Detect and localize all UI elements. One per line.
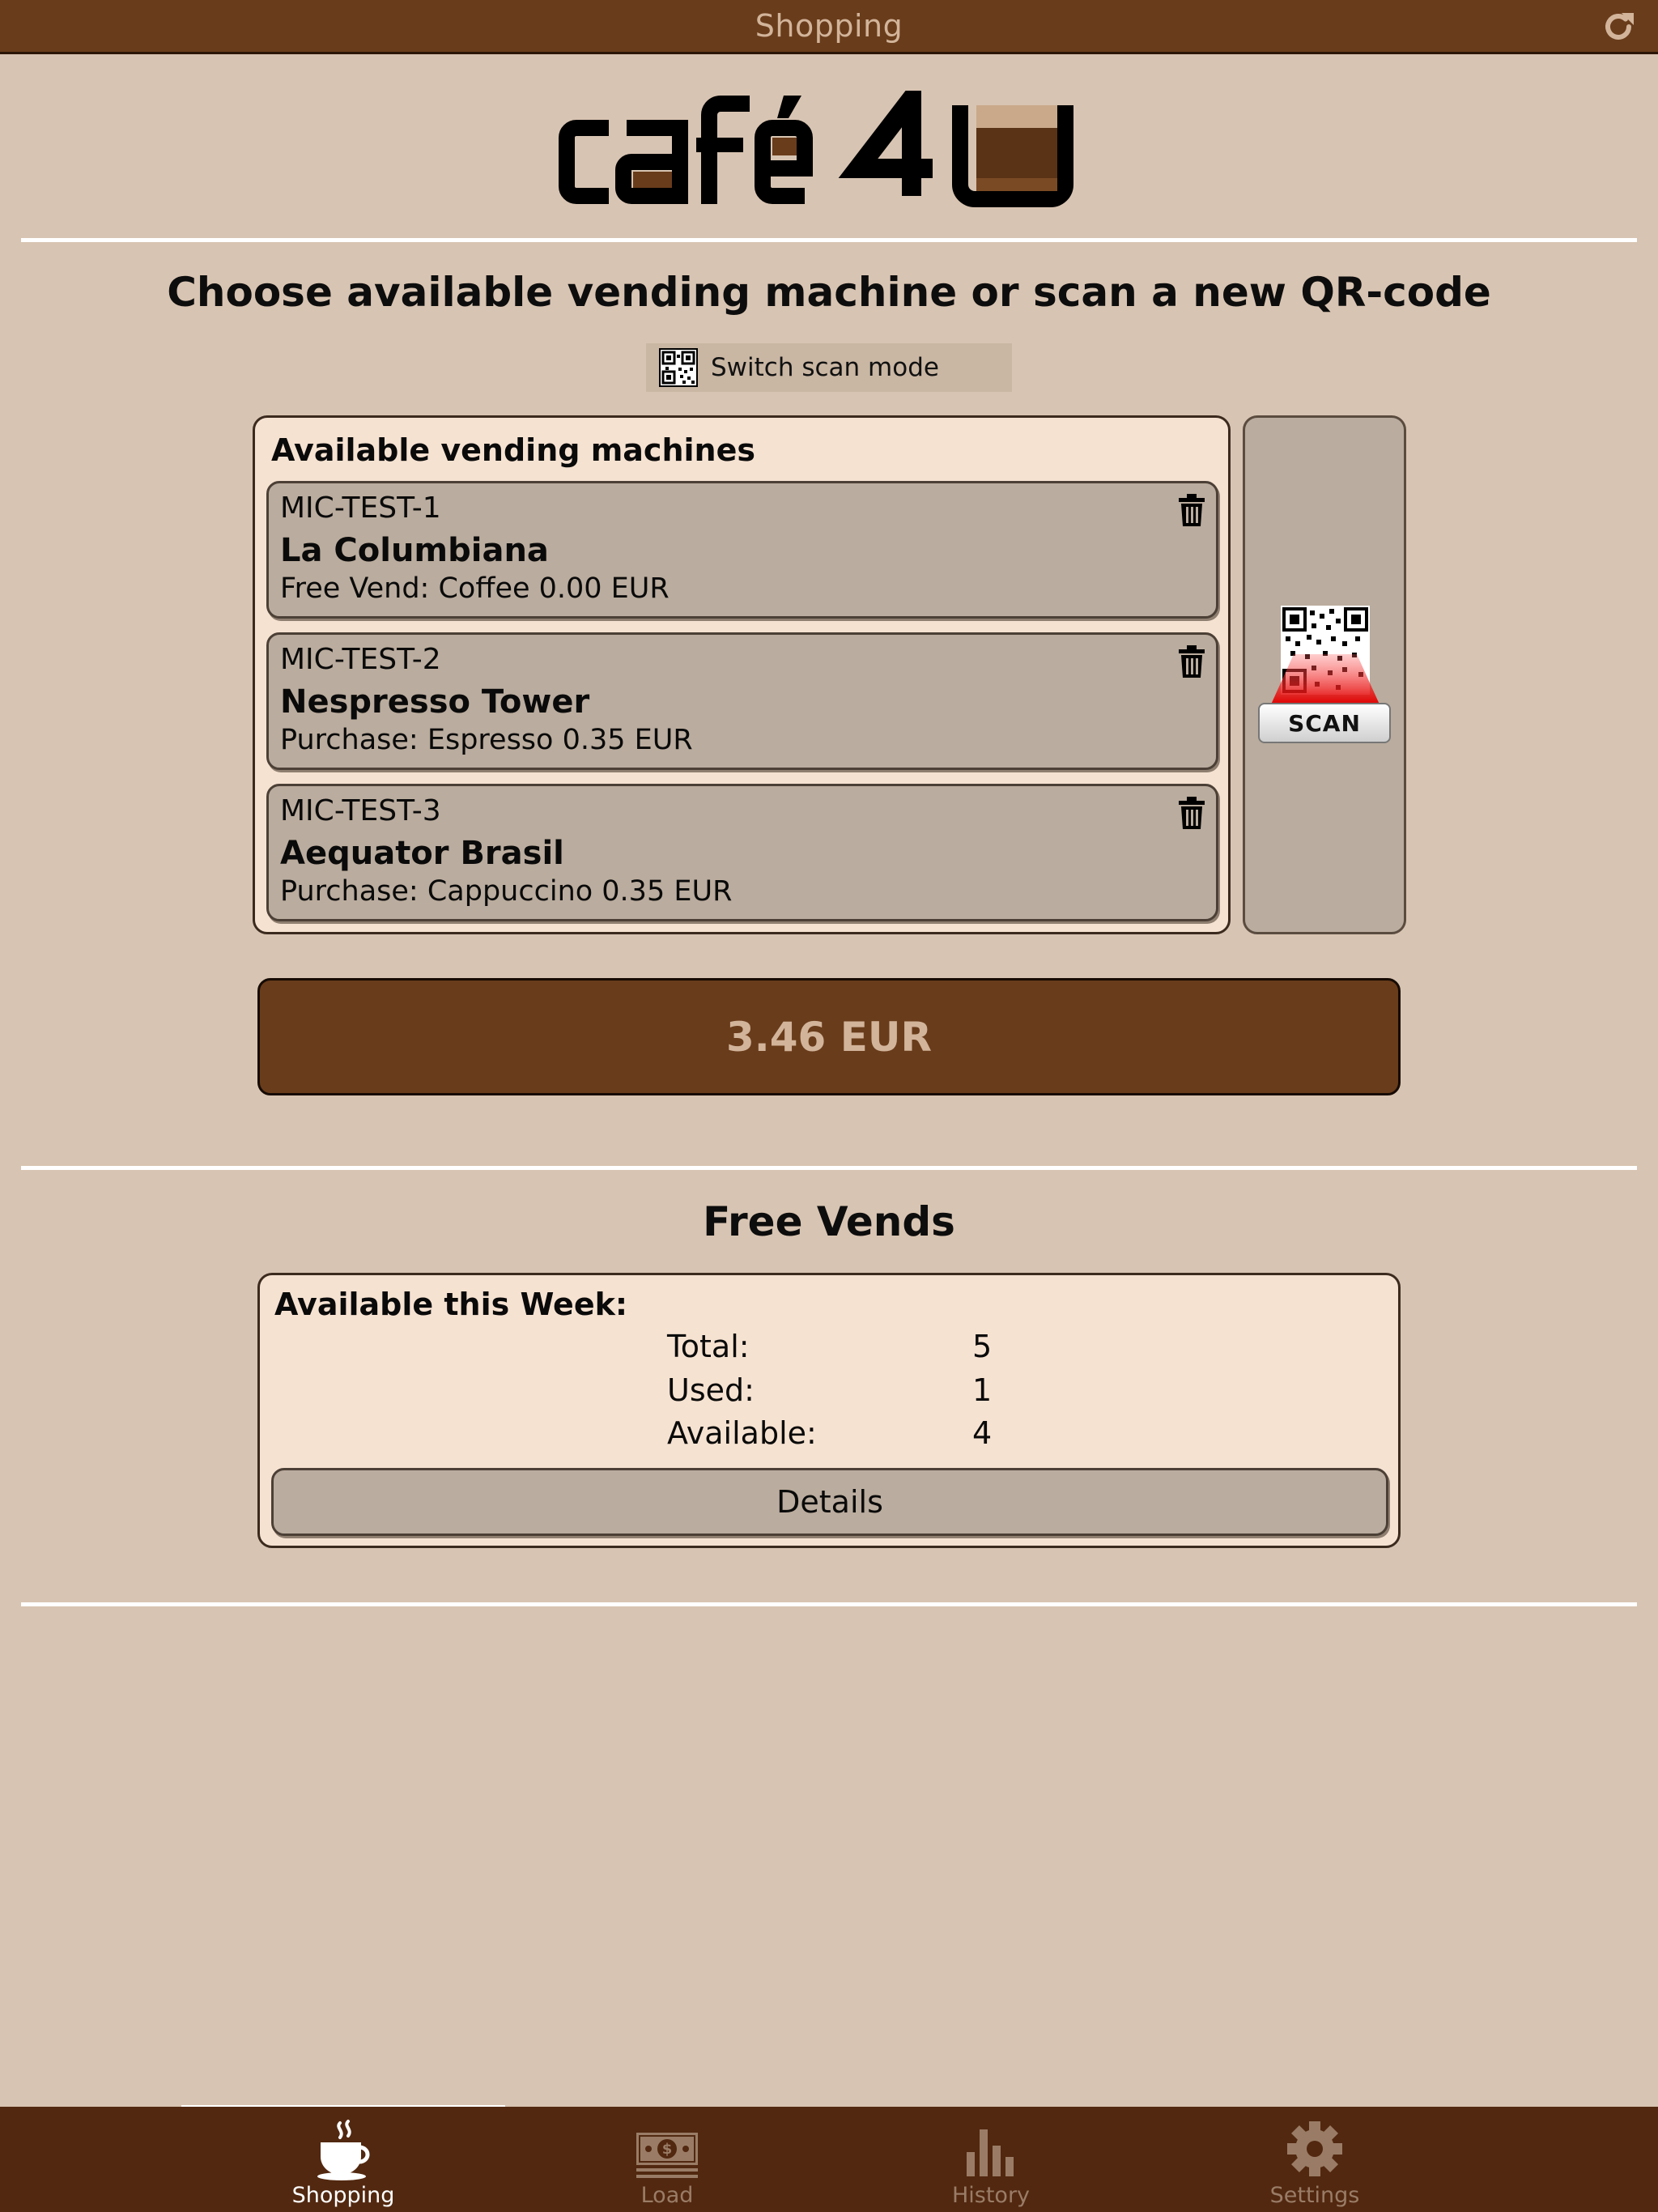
free-vends-available-label: Available: [667,1415,817,1451]
tab-history[interactable] [829,2107,1153,2212]
tab-shopping[interactable] [181,2107,505,2212]
switch-scan-mode-button[interactable] [646,343,1012,392]
machine-id: MIC-TEST-3 [280,794,441,827]
machine-id: MIC-TEST-2 [280,643,441,676]
free-vends-panel [257,1273,1401,1548]
machine-description: Purchase: Espresso 0.35 EUR [280,724,693,756]
balance-amount: 3.46 EUR [725,1013,933,1061]
vending-machines-panel [253,415,1231,934]
tab-label: Load [640,2183,694,2208]
page-heading: Choose available vending machine or scan a new QR-code [167,269,1491,316]
tab-settings[interactable] [1153,2107,1477,2212]
vending-machine-item[interactable] [266,481,1218,619]
page-title: Shopping [755,8,903,44]
machine-description: Purchase: Cappuccino 0.35 EUR [280,875,733,908]
scan-button[interactable]: SCAN [1258,703,1391,743]
vending-machines-title: Available vending machines [271,432,755,468]
machine-name: Nespresso Tower [280,683,590,721]
tab-load[interactable] [505,2107,829,2212]
switch-scan-mode-label: Switch scan mode [711,353,939,382]
free-vends-total-value: 5 [972,1329,993,1364]
machine-name: Aequator Brasil [280,835,564,872]
scan-panel[interactable] [1243,415,1406,934]
trash-icon[interactable] [1177,644,1206,678]
free-vends-used-value: 1 [972,1372,993,1408]
divider [21,1602,1637,1606]
vending-machine-item[interactable] [266,632,1218,770]
refresh-icon[interactable] [1600,8,1637,45]
free-vends-total-label: Total: [667,1329,750,1364]
banknote-icon [635,2118,699,2183]
free-vends-used-label: Used: [667,1372,755,1408]
free-vends-panel-title: Available this Week: [274,1287,628,1322]
top-bar [0,0,1658,54]
tab-bar [0,2107,1658,2212]
trash-icon[interactable] [1177,796,1206,830]
details-button[interactable]: Details [271,1468,1388,1536]
qr-code-icon [659,348,698,387]
machine-id: MIC-TEST-1 [280,491,441,525]
svg-text:$: $ [661,2141,673,2158]
gear-icon [1282,2118,1347,2183]
divider [21,238,1637,242]
trash-icon[interactable] [1177,493,1206,527]
qr-scan-icon [1258,606,1392,704]
tab-label: Settings [1269,2183,1360,2208]
vending-machine-item[interactable] [266,784,1218,921]
bar-chart-icon [959,2118,1023,2183]
cafe4u-logo [559,91,1101,209]
tab-label: History [951,2183,1031,2208]
tab-label: Shopping [291,2183,395,2208]
divider [21,1166,1637,1170]
machine-description: Free Vend: Coffee 0.00 EUR [280,572,670,605]
coffee-cup-icon [311,2118,376,2183]
machine-name: La Columbiana [280,532,549,569]
balance-button[interactable] [257,978,1401,1095]
free-vends-heading: Free Vends [703,1198,955,1245]
free-vends-available-value: 4 [972,1415,993,1451]
